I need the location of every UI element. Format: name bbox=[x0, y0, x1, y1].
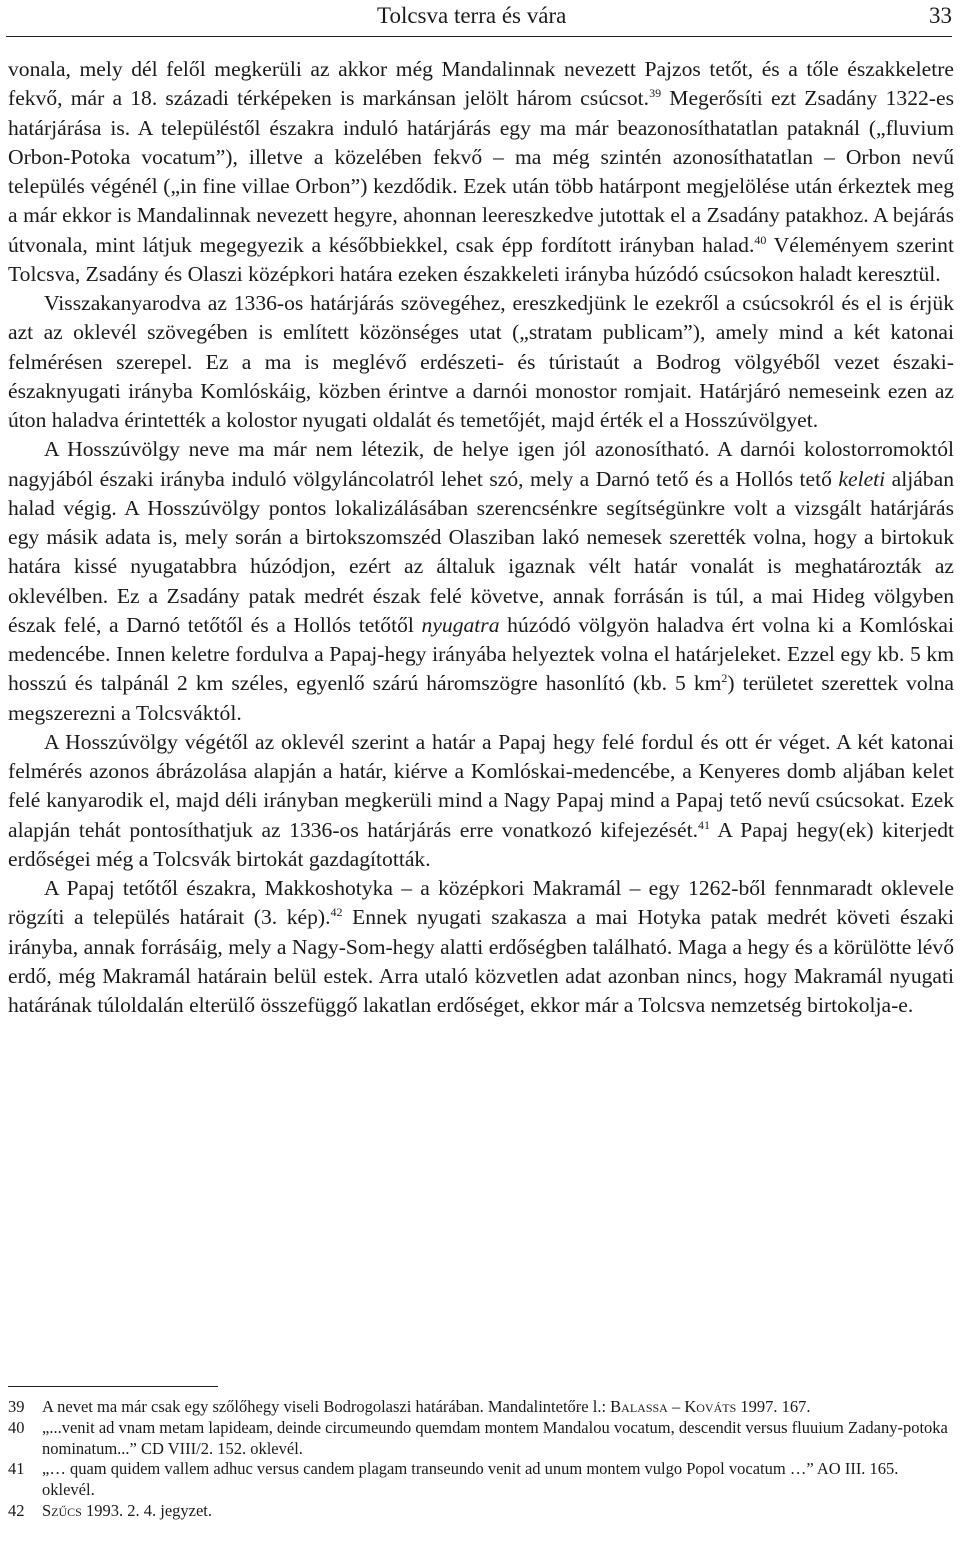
footnote-reference: 40 bbox=[754, 232, 767, 247]
body-text bbox=[8, 55, 954, 1020]
text-run: A Papaj hegy(ek) kiterjedt erdőségei még a Tolcsvák birtokát gazdagították. bbox=[8, 817, 954, 871]
author-name: Szűcs bbox=[42, 1500, 82, 1520]
text-run: Véleményem szerint Tolcsva, Zsadány és Olaszi középkori határa ezeken északkeleti irányba húzódó csúcsokon haladt keresztül. bbox=[8, 232, 954, 286]
footnotes bbox=[8, 1397, 954, 1522]
footnote-reference: 42 bbox=[330, 905, 343, 920]
footnote bbox=[8, 1397, 954, 1418]
footnote-number: 40 bbox=[8, 1417, 25, 1437]
author-name: Balassa – Kováts bbox=[610, 1397, 737, 1416]
footnote bbox=[8, 1501, 954, 1522]
text-run: vonala, mely dél felől megkerüli az akkor még Mandalinnak nevezett Pajzos tetőt, és a tőle északkeletre fekvő, már a 18. századi térképeken is markánsan jelölt három csúcsot. bbox=[8, 57, 954, 111]
footnote-text bbox=[42, 1459, 954, 1501]
text-run: 1993. 2. 4. jegyzet. bbox=[81, 1500, 212, 1520]
text-run: Visszakanyarodva az 1336-os határjárás szövegéhez, ereszkedjünk le ezekről a csúcsokról és el is érjük azt az oklevél szövegében is említett közönséges utat („stratam publicam”), amely mind a két katonai felmérésen szerepel. Ez a ma is meglévő erdészeti- és túristaút a Bodrog völgyéből vezet északi-északnyugati irányba Komlóskáig, közben érintve a darnói monostor romjait. Határjáró nemeseink ezen az úton haladva érintették a kolostor nyugati oldalát és temetőjét, majd érték el a Hosszúvölgyet. bbox=[8, 291, 954, 432]
text-run: „… quam quidem vallem adhuc versus candem plagam transeundo venit ad unum montem vulgo Popol vocatum …” AO III. 165. oklevél. bbox=[42, 1459, 899, 1500]
footnote-reference: 39 bbox=[649, 86, 662, 101]
paragraph bbox=[8, 55, 954, 289]
italic-text: nyugatra bbox=[421, 612, 500, 637]
text-run: A Hosszúvölgy neve ma már nem létezik, de helye igen jól azonosítható. A darnói kolostorromoktól nagyjából északi irányba induló völgyláncolatról lehet szó, mely a Darnó tető és a Hollós tető bbox=[8, 437, 954, 491]
running-header bbox=[6, 0, 952, 37]
text-run: A nevet ma már csak egy szőlőhegy viseli Bodrogolaszi határában. Mandalintetőre l.: bbox=[42, 1397, 611, 1416]
footnote-reference: 41 bbox=[698, 817, 710, 832]
italic-text: keleti bbox=[838, 466, 886, 491]
text-run: Ennek nyugati szakasza a mai Hotyka patak medrét követi északi irányba, annak forrásáig, mely a Nagy-Som-hegy alatti erdőségben található. Maga a hegy és a körülötte lévő erdő, még Makramál határain belül estek. Arra utaló közvetlen adat azonban nincs, hogy Makramál nyugati határának túloldalán elterülő összefüggő lakatlan erdőséget, ekkor már a Tolcsva nemzetség birtokolja-e. bbox=[8, 905, 954, 1017]
footnote-number: 42 bbox=[8, 1500, 25, 1520]
text-run: aljában halad végig. A Hosszúvölgy pontos lokalizálásában szerencsénkre segítségünkre volt a vizsgált határjárás egy másik adata is, mely során a birtokszomszéd Olasziban lakó nemesek szerették volna, hogy a birtokuk határa kissé nyugatabbra húzódjon, ezért az általuk igaznak vélt határ vonalát is meghatározták az oklevélben. Ez a Zsadány patak medrét észak felé követve, annak forrásán is túl, a mai Hideg völgyben észak felé, a Darnó tetőtől és a Hollós tetőtől bbox=[8, 466, 954, 637]
footnote-number: 41 bbox=[8, 1459, 25, 1479]
text-run: A Papaj tetőtől északra, Makkoshotyka – a középkori Makramál – egy 1262-ből fennmaradt oklevele rögzíti a település határait (3. kép). bbox=[8, 876, 954, 930]
paragraph bbox=[8, 289, 954, 435]
footnote-text bbox=[42, 1501, 954, 1522]
footnote-number: 39 bbox=[8, 1397, 25, 1416]
footnote bbox=[8, 1418, 954, 1460]
text-run: „...venit ad vnam metam lapideam, deinde circumeundo quemdam montem Mandalou vocatum, descendit versus fluuium Zadany-potoka nominatum...” CD VIII/2. 152. oklevél. bbox=[42, 1417, 948, 1458]
text-run: húzódó völgyön haladva ért volna ki a Komlóskai medencébe. Innen keletre fordulva a Papaj-hegy irányába helyeztek volna el határjeleket. Ezzel egy kb. 5 km hosszú és talpánál 2 km széles, egyenlő szárú háromszögre hasonlító (kb. 5 km bbox=[8, 612, 955, 696]
paragraph bbox=[8, 728, 954, 874]
footnote bbox=[8, 1459, 954, 1501]
text-run: 1997. 167. bbox=[736, 1397, 811, 1416]
footnote-reference: 2 bbox=[721, 671, 728, 686]
footnote-text bbox=[42, 1418, 954, 1460]
page-number: 33 bbox=[929, 3, 952, 28]
paragraph bbox=[8, 435, 954, 728]
text-run: Megerősíti ezt Zsadány 1322-es határjárása is. A településtől északra induló határjárás egy ma már beazonosíthatatlan pataknál („fluvium Orbon-Potoka vocatum”), illetve a közelében fekvő – ma még szintén azonosíthatatlan – Orbon nevű település végénél („in fine villae Orbon”) kezdődik. Ezek után több határpont megjelölése után érkeztek meg a már ekkor is Mandalinnak nevezett hegyre, ahonnan leereszkedve jutottak el a Zsadány patakhoz. A bejárás útvonala, mint látjuk megegyezik a későbbiekkel, csak épp fordított irányban halad. bbox=[8, 86, 954, 257]
text-run: ) területet szerettek volna megszerezni a Tolcsváktól. bbox=[8, 671, 954, 725]
footnote-separator bbox=[8, 1386, 218, 1387]
paragraph bbox=[8, 874, 954, 1020]
text-run: A Hosszúvölgy végétől az oklevél szerint a határ a Papaj hegy felé fordul és ott ér véget. A két katonai felmérés azonos ábrázolása alapján a határ, kiérve a Komlóskai-medencébe, a Kenyeres domb aljában kelet felé kanyarodik el, majd déli irányban megkerüli mind a Nagy Papaj mind a Papaj tető nevű csúcsokat. Ezek alapján tehát pontosíthatjuk az 1336-os határjárás erre vonatkozó kifejezését. bbox=[8, 729, 954, 842]
running-title: Tolcsva terra és vára bbox=[377, 3, 567, 28]
footnote-text bbox=[42, 1397, 954, 1418]
